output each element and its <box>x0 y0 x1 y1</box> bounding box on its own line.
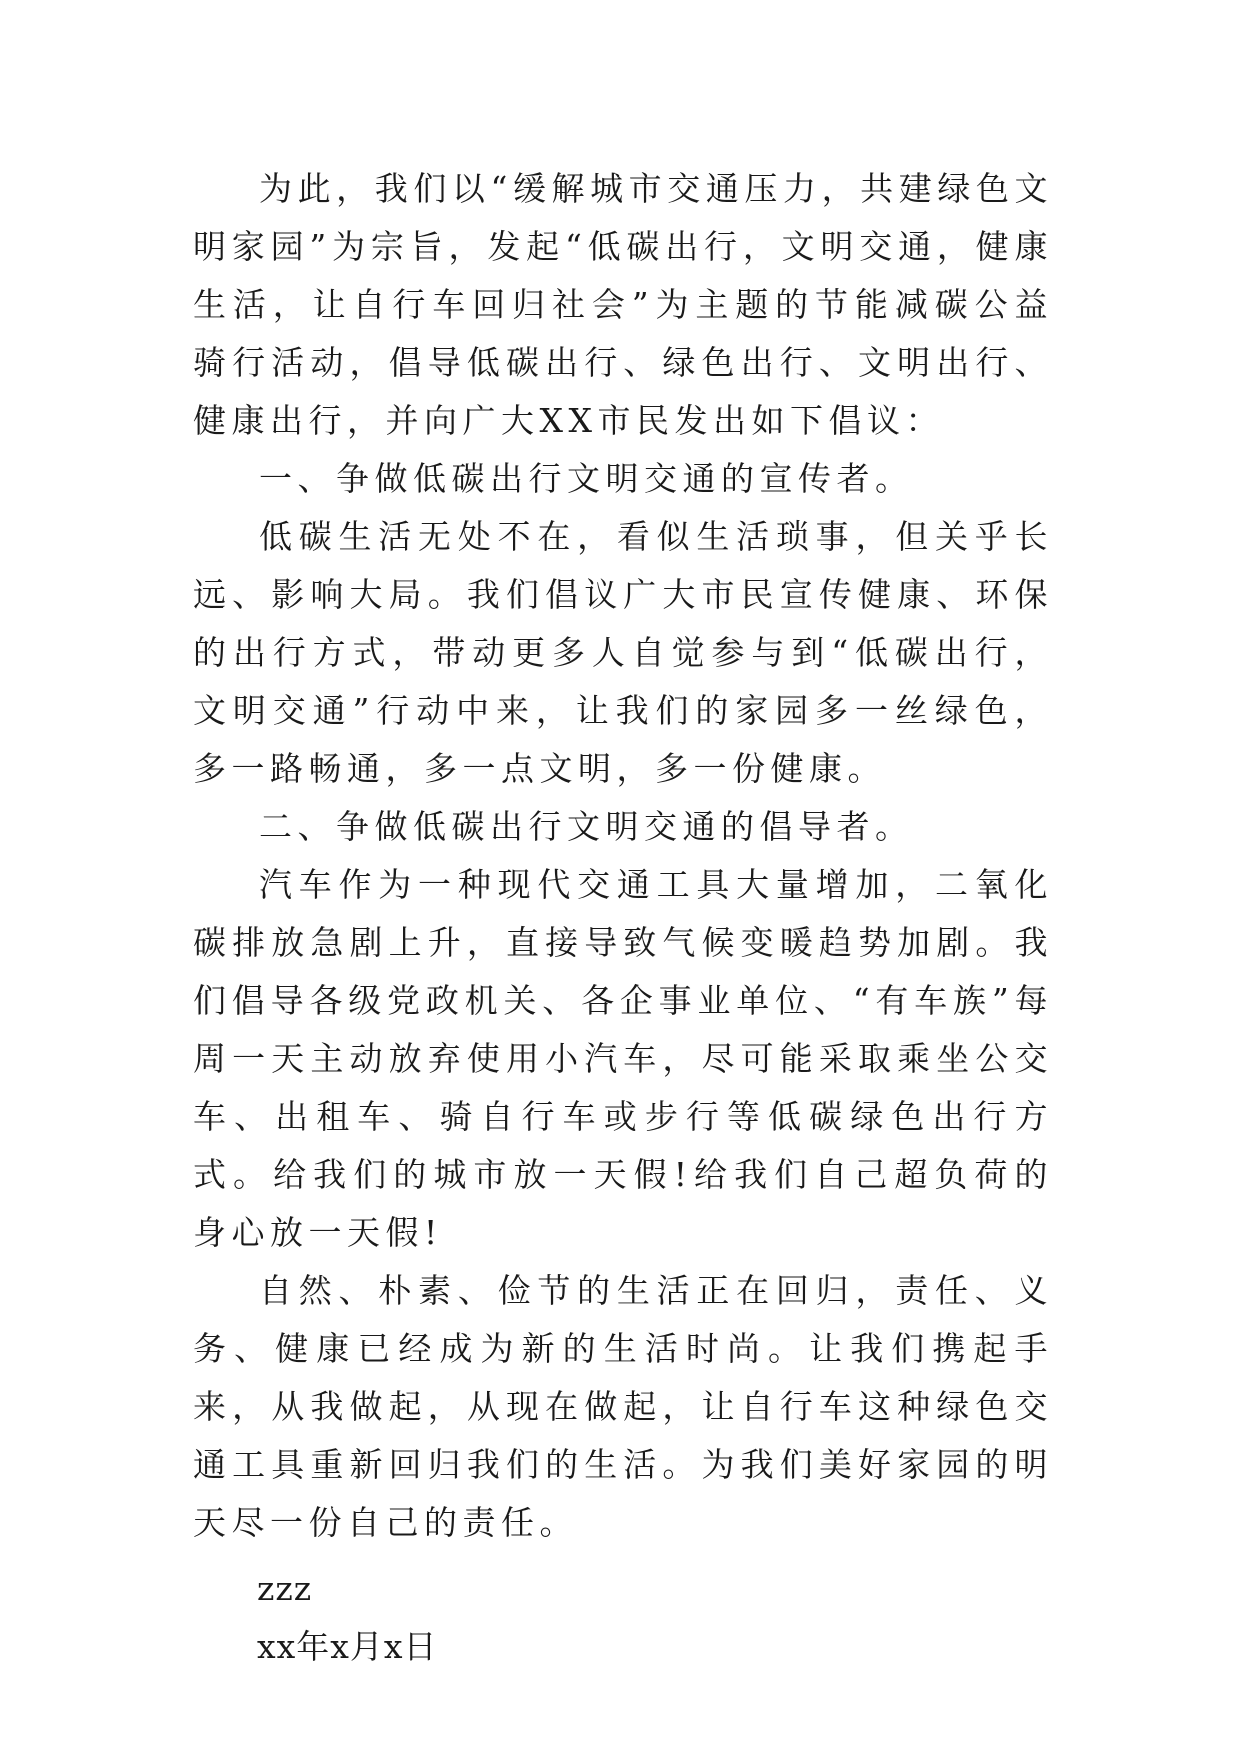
paragraph-intro: 为此，我们以“缓解城市交通压力，共建绿色文明家园”为宗旨，发起“低碳出行，文明交通，健康生活，让自行车回归社会”为主题的节能减碳公益骑行活动，倡导低碳出行、绿色出行、文明出行、健康出行，并向广大XX市民发出如下倡议： <box>193 169 1053 440</box>
heading-section-two: 二、争做低碳出行文明交通的倡导者。 <box>259 807 914 846</box>
paragraph-section-two: 汽车作为一种现代交通工具大量增加，二氧化碳排放急剧上升，直接导致气候变暖趋势加剧。我们倡导各级党政机关、各企事业单位、“有车族”每周一天主动放弃使用小汽车，尽可能采取乘坐公交车、出租车、骑自行车或步行等低碳绿色出行方式。给我们的城市放一天假!给我们自己超负荷的身心放一天假! <box>193 865 1053 1252</box>
signature-name: zzz <box>257 1569 313 1608</box>
signature-date: xx年x月x日 <box>257 1627 438 1666</box>
heading-section-one: 一、争做低碳出行文明交通的宣传者。 <box>259 459 914 498</box>
paragraph-closing: 自然、朴素、俭节的生活正在回归，责任、义务、健康已经成为新的生活时尚。让我们携起手来，从我做起，从现在做起，让自行车这种绿色交通工具重新回归我们的生活。为我们美好家园的明天尽一份自己的责任。 <box>193 1271 1053 1542</box>
paragraph-section-one: 低碳生活无处不在，看似生活琐事，但关乎长远、影响大局。我们倡议广大市民宣传健康、环保的出行方式，带动更多人自觉参与到“低碳出行，文明交通”行动中来，让我们的家园多一丝绿色，多一路畅通，多一点文明，多一份健康。 <box>193 517 1053 788</box>
document-body <box>193 160 1053 1676</box>
